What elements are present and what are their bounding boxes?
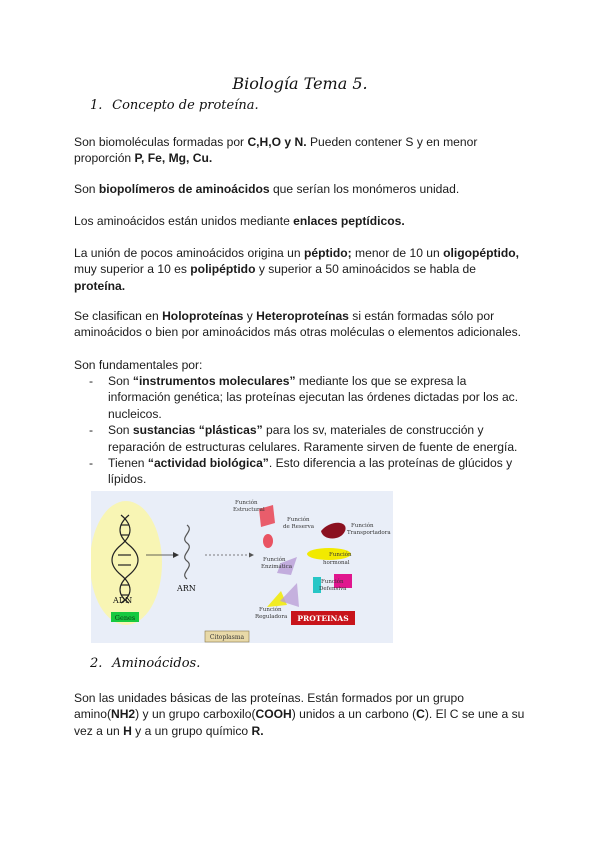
- bold-text: H: [123, 723, 132, 738]
- text: Los aminoácidos están unidos mediante: [74, 214, 294, 228]
- paragraph-peptides: [74, 245, 534, 294]
- paragraph-aminoacids: [74, 690, 544, 739]
- bold-text: R.: [251, 723, 264, 738]
- text: Son: [108, 374, 133, 388]
- text: lípidos.: [108, 472, 147, 487]
- bold-text: “actividad biológica”: [147, 456, 269, 471]
- list-item: [74, 422, 534, 455]
- paragraph-composition: [74, 134, 534, 167]
- text: aminoácidos o bien por aminoácidos más otras moléculas o elementos adicionales.: [74, 325, 522, 340]
- text: información genética; las proteínas ejecutan las órdenes dictadas por los ac.: [108, 390, 519, 405]
- paragraph-biopolymers: [74, 181, 534, 197]
- label-transport: Función Transportadora: [347, 523, 391, 536]
- list-item: [74, 373, 534, 422]
- label-enzymatic: Función Enzimática: [261, 557, 293, 570]
- text: La unión de pocos aminoácidos origina un: [74, 246, 304, 260]
- bold-text: péptido;: [303, 246, 352, 260]
- section-title: Concepto de proteína.: [112, 98, 259, 113]
- section-number: 1.: [90, 98, 103, 113]
- bold-text: oligopéptido,: [443, 246, 519, 260]
- text: Tienen: [108, 456, 148, 471]
- list-dash: -: [89, 374, 94, 388]
- list-item: [74, 455, 534, 488]
- bold-text: C: [416, 707, 425, 722]
- text: reparación de estructuras celulares. Raramente sirven de fuente de energía.: [108, 439, 518, 454]
- protein-synthesis-figure: [91, 491, 393, 643]
- bold-text: COOH: [255, 707, 292, 722]
- paragraph-classification: [74, 308, 534, 341]
- text: vez a un: [74, 723, 124, 738]
- text: Son biomoléculas formadas por: [74, 135, 248, 149]
- bold-text: Heteroproteínas: [256, 309, 349, 323]
- text: Son: [74, 182, 99, 196]
- bold-text: proteína.: [74, 278, 126, 293]
- text: para los sv, materiales de construcción y: [262, 423, 484, 438]
- bold-text: polipéptido: [190, 262, 256, 277]
- bold-text: NH2: [110, 707, 136, 722]
- text: y: [243, 309, 257, 323]
- label-regulatory: Función Reguladora: [255, 607, 288, 620]
- text: ). El C se une a su: [424, 707, 525, 722]
- text: Se clasifican en: [74, 309, 163, 323]
- text: Son: [108, 423, 133, 438]
- bold-text: P, Fe, Mg, Cu.: [134, 151, 213, 166]
- text: Son fundamentales por:: [74, 358, 203, 372]
- bold-text: biopolímeros de aminoácidos: [98, 182, 270, 196]
- section-title: Aminoácidos.: [112, 656, 201, 671]
- text: Pueden contener S y en menor: [306, 135, 478, 149]
- reserve-protein-shape: [263, 534, 273, 548]
- document-title: Biología Tema 5.: [232, 74, 368, 93]
- label-defensive: Función Defensiva: [319, 579, 347, 592]
- text: nucleicos.: [108, 406, 162, 421]
- text: . Esto diferencia a las proteínas de glúcidos y: [268, 456, 513, 471]
- bold-text: “instrumentos moleculares”: [132, 374, 296, 388]
- list-dash: -: [89, 456, 94, 471]
- label-structural: Función Estructural: [233, 500, 265, 513]
- text: mediante los que se expresa la: [295, 374, 467, 388]
- genes-label: Genes: [114, 614, 136, 622]
- section-heading-2: [90, 656, 200, 671]
- bold-text: enlaces peptídicos.: [293, 214, 405, 228]
- bold-text: sustancias “plásticas”: [132, 423, 263, 438]
- text: menor de 10 un: [351, 246, 444, 260]
- proteins-label: PROTEINAS: [297, 614, 349, 623]
- arn-label: ARN: [177, 584, 196, 593]
- list-dash: -: [89, 423, 94, 438]
- nucleus-ellipse: [91, 501, 162, 625]
- section-number: 2.: [90, 656, 103, 671]
- adn-label: ADN: [113, 596, 133, 605]
- label-reserve: Función de Reserva: [283, 517, 315, 530]
- bullet-list: [74, 373, 534, 488]
- text: muy superior a 10 es: [74, 262, 191, 277]
- paragraph-fundamental: [74, 357, 534, 373]
- cytoplasm-label: Citoplasma: [209, 634, 245, 641]
- text: y superior a 50 aminoácidos se habla de: [255, 262, 476, 277]
- bold-text: Holoproteínas: [162, 309, 244, 323]
- section-heading-1: [90, 98, 259, 113]
- text: proporción: [74, 151, 135, 166]
- text: Son las unidades básicas de las proteínas. Están formados por un grupo: [74, 691, 464, 705]
- text: y a un grupo químico: [131, 723, 252, 738]
- text: ) unidos a un carbono (: [291, 707, 417, 722]
- bold-text: C,H,O y N.: [247, 135, 307, 149]
- text: que serían los monómeros unidad.: [269, 182, 460, 196]
- text: si están formadas sólo por: [348, 309, 495, 323]
- text: ) y un grupo carboxilo(: [135, 707, 256, 722]
- paragraph-peptide-bonds: [74, 213, 534, 229]
- text: amino(: [74, 707, 111, 722]
- label-hormonal: Función hormonal: [323, 552, 352, 566]
